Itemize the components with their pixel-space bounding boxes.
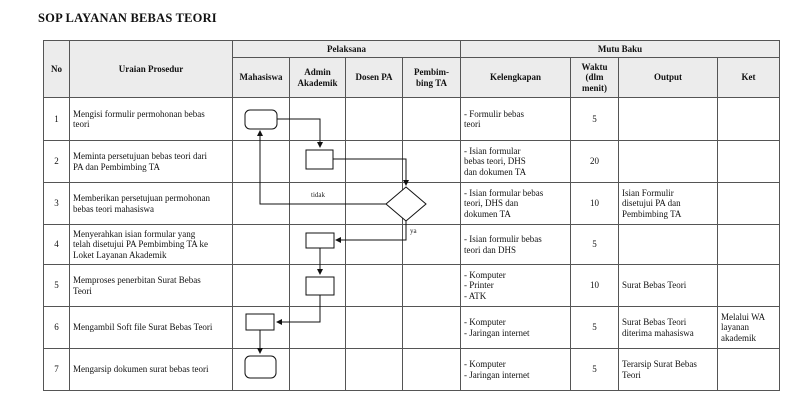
row-ket: Melalui WA layanan akademik: [718, 307, 780, 349]
row-kelengkapan: - Komputer - Jaringan internet: [461, 349, 571, 391]
row-waktu: 10: [571, 183, 619, 225]
row-waktu: 5: [571, 98, 619, 141]
row-no: 5: [44, 265, 70, 307]
header-kelengkapan: Kelengkapan: [461, 58, 571, 98]
row-kelengkapan: - Komputer - Jaringan internet: [461, 307, 571, 349]
row-ket: [718, 183, 780, 225]
table-row: [44, 225, 780, 265]
row-kelengkapan: - Isian formular bebas teori, DHS dan dokumen TA: [461, 141, 571, 183]
header-uraian: Uraian Prosedur: [70, 41, 233, 98]
header-admin-akademik: Admin Akademik: [290, 58, 346, 98]
row-ket: [718, 98, 780, 141]
row-waktu: 10: [571, 265, 619, 307]
row-output: Isian Formulir disetujui PA dan Pembimbing TA: [619, 183, 718, 225]
header-mutu-baku: Mutu Baku: [461, 41, 780, 58]
row-waktu: 5: [571, 307, 619, 349]
row-uraian: Memberikan persetujuan permohonan bebas teori mahasiswa: [70, 183, 233, 225]
row-kelengkapan: - Isian formulir bebas teori dan DHS: [461, 225, 571, 265]
row-output: Surat Bebas Teori: [619, 265, 718, 307]
row-ket: [718, 349, 780, 391]
row-uraian: Meminta persetujuan bebas teori dari PA dan Pembimbing TA: [70, 141, 233, 183]
row-no: 7: [44, 349, 70, 391]
row-no: 1: [44, 98, 70, 141]
header-mahasiswa: Mahasiswa: [233, 58, 290, 98]
row-ket: [718, 141, 780, 183]
table-row: [44, 265, 780, 307]
row-output: [619, 225, 718, 265]
header-pelaksana: Pelaksana: [233, 41, 461, 58]
table-row: [44, 98, 780, 141]
row-uraian: Mengambil Soft file Surat Bebas Teori: [70, 307, 233, 349]
header-no: No: [44, 41, 70, 98]
label-tidak: tidak: [311, 191, 325, 199]
header-ket: Ket: [718, 58, 780, 98]
row-ket: [718, 225, 780, 265]
header-output: Output: [619, 58, 718, 98]
row-uraian: Mengarsip dokumen surat bebas teori: [70, 349, 233, 391]
sop-table: [43, 40, 780, 391]
row-kelengkapan: - Isian formular bebas teori, DHS dan dokumen TA: [461, 183, 571, 225]
table-row: [44, 349, 780, 391]
header-waktu: Waktu (dlm menit): [571, 58, 619, 98]
table-row: [44, 307, 780, 349]
row-output: [619, 98, 718, 141]
label-ya: ya: [410, 227, 417, 235]
row-waktu: 5: [571, 349, 619, 391]
row-no: 2: [44, 141, 70, 183]
row-waktu: 20: [571, 141, 619, 183]
row-kelengkapan: - Komputer - Printer - ATK: [461, 265, 571, 307]
row-uraian: Memproses penerbitan Surat Bebas Teori: [70, 265, 233, 307]
row-uraian: Menyerahkan isian formular yang telah disetujui PA Pembimbing TA ke Loket Layanan Akademik: [70, 225, 233, 265]
table-row: [44, 183, 780, 225]
row-no: 4: [44, 225, 70, 265]
row-no: 6: [44, 307, 70, 349]
row-uraian: Mengisi formulir permohonan bebas teori: [70, 98, 233, 141]
row-ket: [718, 265, 780, 307]
header-pembimbing-ta: Pembim- bing TA: [403, 58, 461, 98]
page-title: SOP LAYANAN BEBAS TEORI: [38, 11, 217, 25]
row-output: Terarsip Surat Bebas Teori: [619, 349, 718, 391]
row-output: Surat Bebas Teori diterima mahasiswa: [619, 307, 718, 349]
table-row: [44, 141, 780, 183]
row-kelengkapan: - Formulir bebas teori: [461, 98, 571, 141]
row-waktu: 5: [571, 225, 619, 265]
row-no: 3: [44, 183, 70, 225]
header-dosen-pa: Dosen PA: [346, 58, 403, 98]
row-output: [619, 141, 718, 183]
